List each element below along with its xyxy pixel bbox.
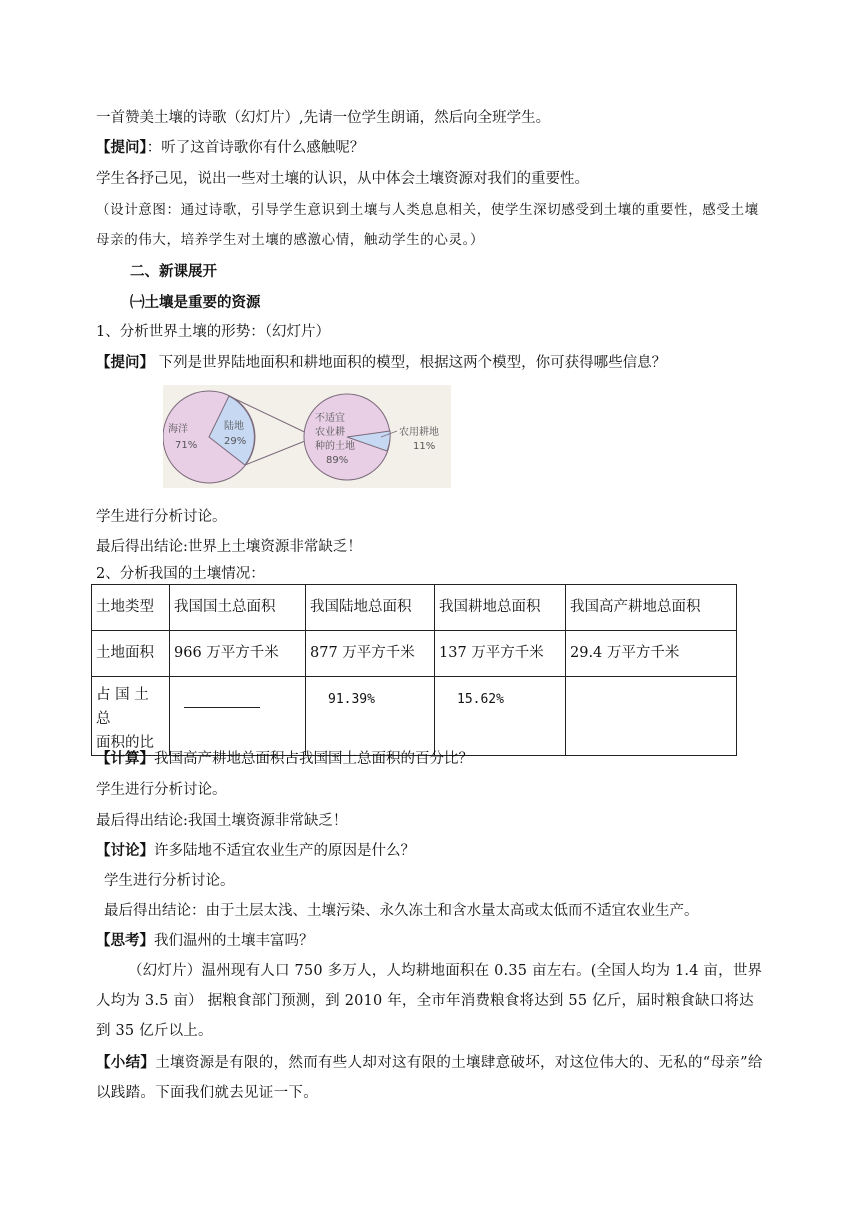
think-line	[96, 931, 314, 951]
table-cell: 137 万平方千米	[435, 631, 566, 677]
empty-cell	[566, 677, 737, 756]
question-2-text: 下列是世界陆地面积和耕地面积的模型，根据这两个模型，你可获得哪些信息？	[154, 355, 667, 371]
farmland-pct: 11%	[413, 441, 436, 452]
calc-tag: 【计算】	[96, 751, 154, 767]
row-label	[92, 677, 170, 756]
header-cell: 我国耕地总面积	[435, 585, 566, 631]
unsuitable-label-2: 农业耕	[315, 427, 345, 438]
table-cell: 29.4 万平方千米	[566, 631, 737, 677]
question-2	[96, 353, 666, 373]
item-2: 2、分析我国的土壤情况：	[96, 566, 265, 582]
header-cell: 土地类型	[92, 585, 170, 631]
unsuitable-pct: 89%	[326, 455, 349, 466]
intro-line-1: 一首赞美土壤的诗歌（幻灯片）,先请一位学生朗诵，然后向全班学生。	[96, 110, 551, 126]
table-cell: 966 万平方千米	[170, 631, 306, 677]
summary-paragraph	[96, 1048, 766, 1108]
discuss-line-2: 学生进行分析讨论。	[96, 782, 227, 798]
ocean-label: 海洋	[168, 424, 188, 435]
table-row	[92, 677, 737, 756]
conclusion-world: 最后得出结论:世界上土壤资源非常缺乏！	[96, 539, 362, 555]
fill-in-blank	[184, 691, 260, 708]
question-1-text: ：听了这首诗歌你有什么感触呢？	[146, 140, 365, 156]
land-label: 陆地	[224, 421, 244, 432]
summary-tag: 【小结】	[96, 1055, 156, 1071]
table-cell: 877 万平方千米	[306, 631, 435, 677]
blank-cell	[170, 677, 306, 756]
header-cell: 我国高产耕地总面积	[566, 585, 737, 631]
discuss-line-1: 学生进行分析讨论。	[96, 509, 227, 525]
question-1	[96, 138, 364, 158]
summary-text: 土壤资源是有限的，然而有些人却对这有限的土壤肆意破坏，对这位伟大的、无私的“母亲”给以践踏。下面我们就去见证一下。	[96, 1055, 763, 1101]
think-tag: 【思考】	[96, 933, 154, 949]
ocean-pct: 71%	[175, 440, 198, 451]
discuss-line-3: 学生进行分析讨论。	[104, 873, 235, 889]
discussion-text: 许多陆地不适宜农业生产的原因是什么？	[154, 843, 415, 859]
land-area-figure	[163, 385, 451, 488]
conclusion-china: 最后得出结论:我国土壤资源非常缺乏！	[96, 813, 348, 829]
unsuitable-label-1: 不适宜	[315, 413, 345, 424]
subsection-heading: ㈠土壤是重要的资源	[130, 295, 261, 311]
design-note: （设计意图：通过诗歌，引导学生意识到土壤与人类息息相关，使学生深切感受到土壤的重要性，感受土壤母亲的伟大，培养学生对土壤的感激心情，触动学生的心灵。）	[96, 202, 759, 248]
table-cell	[306, 677, 435, 756]
intro-line-3: 学生各抒己见，说出一些对土壤的认识，从中体会土壤资源对我们的重要性。	[96, 171, 589, 187]
question-2-tag: 【提问】	[96, 355, 154, 371]
land-table	[91, 584, 737, 756]
item-1: 1、分析世界土壤的形势：（幻灯片）	[96, 324, 330, 340]
row-label-line-2: 面积的比	[96, 735, 154, 751]
unsuitable-label-3: 种的土地	[315, 441, 355, 452]
land-ratio: 91.39%	[328, 692, 375, 707]
think-text: 我们温州的土壤丰富吗？	[154, 933, 314, 949]
calc-text: 我国高产耕地总面积占我国国土总面积的百分比？	[154, 751, 473, 767]
header-cell: 我国陆地总面积	[306, 585, 435, 631]
table-row	[92, 631, 737, 677]
row-label-line-1: 占 国 土 总	[96, 687, 149, 727]
farmland-label: 农用耕地	[399, 427, 439, 438]
row-label: 土地面积	[92, 631, 170, 677]
farm-ratio: 15.62%	[457, 692, 504, 707]
discussion-line	[96, 841, 415, 861]
discussion-tag: 【讨论】	[96, 843, 154, 859]
pie-models-svg	[163, 385, 451, 488]
calc-line	[96, 749, 473, 769]
table-header-row	[92, 585, 737, 631]
conclusion-reasons: 最后得出结论：由于土层太浅、土壤污染、永久冻土和含水量太高或太低而不适宜农业生产。	[104, 903, 699, 919]
wenzhou-paragraph: （幻灯片）温州现有人口 750 多万人，人均耕地面积在 0.35 亩左右。(全国人均为 1.4 亩，世界人均为 3.5 亩） 据粮食部门预测，到 2010 年，全市年消费粮食将达到 55 亿斤，届时粮食缺口将达到 35 亿斤以上。	[96, 963, 763, 1039]
question-1-tag: 【提问】	[96, 140, 147, 156]
table-cell	[435, 677, 566, 756]
section-heading: 二、新课展开	[130, 264, 217, 280]
land-pct: 29%	[224, 436, 247, 447]
header-cell: 我国国土总面积	[170, 585, 306, 631]
